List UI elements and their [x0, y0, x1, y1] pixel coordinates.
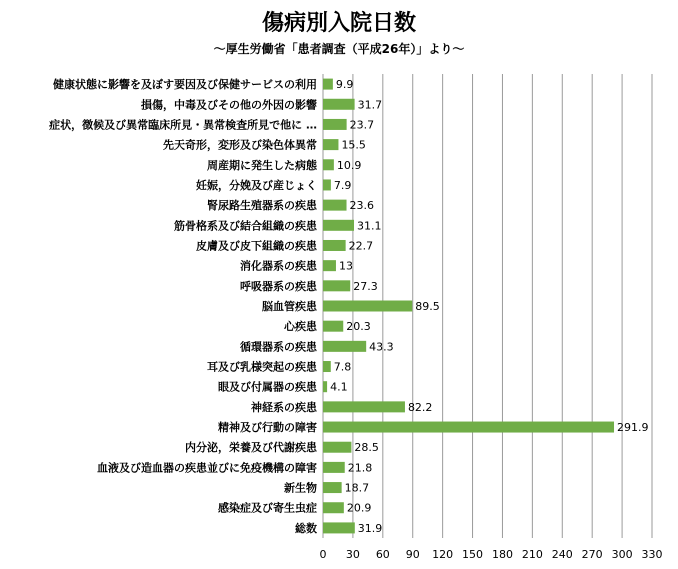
category-label-12: 心疾患 [284, 320, 317, 334]
category-label-14: 耳及び乳様突起の疾患 [207, 360, 317, 374]
bar-2 [323, 119, 347, 130]
bar-19 [323, 462, 345, 473]
bar-9 [323, 260, 336, 271]
x-tick-label-5: 150 [462, 548, 484, 561]
value-label-20: 18.7 [344, 481, 370, 495]
value-label-22: 31.9 [357, 521, 383, 535]
x-tick-label-2: 60 [375, 548, 390, 561]
category-label-8: 皮膚及び皮下組織の疾患 [196, 239, 317, 253]
value-label-3: 15.5 [341, 138, 366, 152]
bar-8 [323, 240, 346, 251]
bar-18 [323, 442, 351, 453]
value-label-21: 20.9 [346, 501, 372, 515]
bar-21 [323, 502, 344, 513]
value-label-14: 7.8 [333, 360, 352, 374]
chart-subtitle: ～厚生労働省「患者調査（平成26年）」より～ [213, 42, 465, 56]
value-label-4: 10.9 [336, 158, 362, 172]
bar-0 [323, 79, 333, 90]
value-label-19: 21.8 [347, 461, 373, 475]
x-tick-label-0: 0 [319, 548, 327, 561]
value-label-8: 22.7 [348, 239, 374, 253]
bar-3 [323, 139, 338, 150]
x-tick-label-4: 120 [432, 548, 454, 561]
x-tick-label-7: 210 [521, 548, 543, 561]
bar-11 [323, 301, 412, 312]
x-tick-label-10: 300 [611, 548, 633, 561]
value-label-9: 13 [338, 259, 353, 273]
value-label-17: 291.9 [617, 421, 649, 435]
category-label-6: 腎尿路生殖器系の疾患 [207, 199, 317, 213]
x-tick-label-3: 90 [405, 548, 420, 561]
x-tick-label-1: 30 [345, 548, 360, 561]
category-label-10: 呼吸器系の疾患 [240, 279, 317, 293]
value-label-16: 82.2 [407, 400, 433, 414]
category-label-11: 脳血管疾患 [262, 300, 317, 313]
value-label-5: 7.9 [333, 178, 352, 192]
bar-6 [323, 200, 347, 211]
bar-4 [323, 159, 334, 170]
bar-17 [323, 422, 614, 433]
value-label-10: 27.3 [353, 279, 378, 293]
category-label-15: 眼及び付属器の疾患 [218, 380, 317, 394]
category-label-19: 血液及び造血器の疾患並びに免疫機構の障害 [97, 461, 317, 475]
bar-12 [323, 321, 343, 332]
category-label-9: 消化器系の疾患 [240, 259, 317, 273]
bar-13 [323, 341, 366, 352]
value-label-12: 20.3 [346, 320, 371, 334]
value-label-18: 28.5 [354, 441, 379, 455]
category-label-20: 新生物 [284, 481, 317, 495]
bar-15 [323, 381, 327, 392]
category-label-2: 症状，徴候及び異常臨床所見・異常検査所見で他に … [49, 118, 317, 132]
category-label-18: 内分泌，栄養及び代謝疾患 [185, 441, 317, 455]
category-label-7: 筋骨格系及び結合組織の疾患 [174, 219, 317, 233]
x-tick-label-8: 240 [551, 548, 573, 561]
x-tick-label-11: 330 [641, 548, 663, 561]
bar-22 [323, 522, 355, 533]
value-label-13: 43.3 [369, 340, 394, 354]
value-label-1: 31.7 [357, 98, 383, 112]
value-label-0: 9.9 [335, 78, 354, 92]
bar-16 [323, 401, 405, 412]
chart-title: 傷病別入院日数 [261, 11, 416, 36]
category-label-3: 先天奇形，変形及び染色体異常 [163, 138, 317, 152]
bar-5 [323, 179, 331, 190]
category-label-21: 感染症及び寄生虫症 [218, 501, 317, 515]
bar-10 [323, 280, 350, 291]
category-label-17: 精神及び行動の障害 [218, 421, 317, 435]
category-label-4: 周産期に発生した病態 [207, 158, 317, 172]
value-label-11: 89.5 [415, 300, 440, 313]
value-label-7: 31.1 [357, 219, 382, 233]
x-tick-label-9: 270 [581, 548, 603, 561]
category-label-1: 損傷，中毒及びその他の外因の影響 [141, 98, 317, 112]
bar-7 [323, 220, 354, 231]
category-label-13: 循環器系の疾患 [240, 340, 317, 354]
category-label-0: 健康状態に影響を及ぼす要因及び保健サービスの利用 [53, 78, 317, 92]
value-label-15: 4.1 [330, 380, 348, 394]
category-label-5: 妊娠，分娩及び産じょく [196, 178, 317, 192]
category-label-22: 総数 [295, 521, 317, 535]
category-label-16: 神経系の疾患 [251, 400, 317, 414]
bar-14 [323, 361, 331, 372]
value-label-2: 23.7 [349, 118, 375, 132]
value-label-6: 23.6 [349, 199, 375, 213]
bar-20 [323, 482, 342, 493]
bar-1 [323, 99, 355, 110]
x-tick-label-6: 180 [491, 548, 513, 561]
